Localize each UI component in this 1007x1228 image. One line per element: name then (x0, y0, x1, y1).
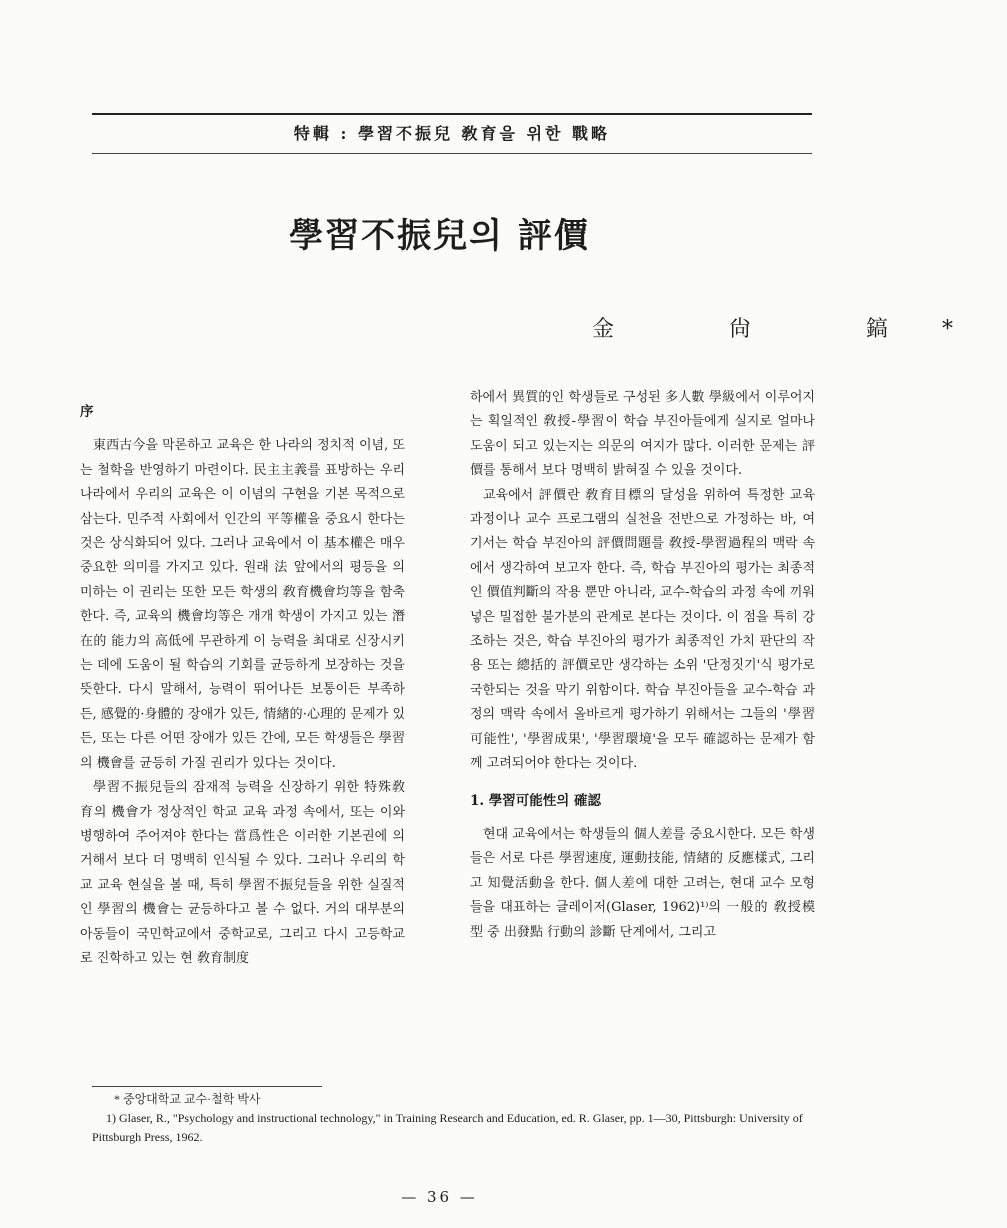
left-column (80, 400, 405, 971)
series-title: 特輯 : 學習不振兒 敎育을 위한 戰略 (293, 124, 611, 143)
body-paragraph: 東西古今을 막론하고 교육은 한 나라의 정치적 이념, 또는 철학을 반영하기 마련이다. 民主主義를 표방하는 우리 나라에서 우리의 교육은 이 이념의 구현을 기본 목적으로 삼는다. 민주적 사회에서 인간의 平等權을 중요시 한다는 것은 상식화되어 있다. 그러나 교육에서 이 基本權은 매우 중요한 의미를 가지고 있다. 원래 法 앞에서의 평등을 의미하는 이 권리는 또한 모든 학생의 敎育機會均等을 함축한다. 즉, 교육의 機會均等은 개개 학생이 가지고 있는 潛在的 能力의 高低에 무관하게 이 능력을 최대로 신장시키는 데에 도움이 될 학습의 기회를 균등하게 보장하는 것을 뜻한다. 다시 말해서, 능력이 뛰어나든 보통이든 부족하든, 感覺的·身體的 장애가 있든, 情緖的·心理的 문제가 있든, 또는 다른 어떤 장애가 있든 간에, 모든 학생들은 學習의 機會를 균등히 가질 권리가 있다는 것이다. (80, 438, 405, 771)
header-top-rule (92, 113, 812, 115)
body-paragraph: 현대 교육에서는 학생들의 個人差를 중요시한다. 모든 학생들은 서로 다른 學習速度, 運動技能, 情緖的 反應樣式, 그리고 知覺活動을 한다. 個人差에 대한 고려는, 현대 교수 모형들을 대표하는 글레이저(Glaser, 1962)¹⁾의 一般的 敎授模型 중 出發點 行動의 診斷 단계에서, 그리고 (470, 826, 815, 940)
footnote-rule (92, 1086, 322, 1087)
article-title: 學習不振兒의 評價 (289, 216, 590, 256)
body-paragraph: 學習不振兒들의 잠재적 능력을 신장하기 위한 特殊敎育의 機會가 정상적인 학교 교육 과정 속에서, 또는 이와 병행하여 주어져야 한다는 當爲性은 이러한 기본권에 의거해서 보다 더 명백히 인식될 수 있다. 그러나 우리의 학교 교육 현실을 볼 때, 특히 學習不振兒들을 위한 실질적인 學習의 機會는 균등하다고 볼 수 없다. 거의 대부분의 아동들이 국민학교에서 중학교로, 그리고 다시 고등학교로 진학하고 있는 현 敎育制度 (80, 780, 405, 966)
section-heading-1: 1. 學習可能性의 確認 (470, 792, 602, 809)
series-header (92, 113, 812, 154)
body-paragraph: 하에서 異質的인 학생들로 구성된 多人數 學級에서 이루어지는 획일적인 敎授-學習이 학습 부진아들에게 실지로 얼마나 도움이 되고 있는지는 의문의 여지가 많다. 이러한 문제는 評價를 통해서 보다 명백히 밝혀질 수 있을 것이다. (470, 390, 815, 479)
article-author: 金 尙 鎬* (592, 317, 1007, 342)
right-column (470, 386, 815, 945)
footnote-reference: 1) Glaser, R., "Psychology and instructional technology," in Training Research and Education, ed. R. Glaser, pp. 1—30, Pittsburgh: University of Pittsburgh Press, 1962. (92, 1111, 803, 1144)
header-bottom-rule (92, 153, 812, 154)
page-number: — 36 — (401, 1188, 478, 1206)
footnote-author: * 중앙대학교 교수·철학 박사 (114, 1092, 261, 1106)
body-paragraph: 교육에서 評價란 敎育目標의 달성을 위하여 특정한 교육 과정이나 교수 프로그램의 실천을 전반으로 가정하는 바, 여기서는 학습 부진아의 評價問題를 敎授-學習過程의 맥락 속에서 생각하여 보고자 한다. 즉, 학습 부진아의 평가는 최종적인 價值判斷의 작용 뿐만 아니라, 교수-학습의 과정 속에 끼워 넣은 밀접한 불가분의 관계로 본다는 것이다. 이 점을 특히 강조하는 것은, 학습 부진아의 평가가 최종적인 가치 판단의 작용 또는 總括的 評價로만 생각하는 소위 '단정짓기'식 평가로 국한되는 것을 막기 위함이다. 학습 부진아들을 교수-학습 과정의 맥락 속에서 올바르게 평가하기 위해서는 그들의 '學習可能性', '學習成果', '學習環境'을 모두 確認하는 문제가 함께 고려되어야 한다는 것이다. (470, 487, 815, 772)
footnotes (92, 1090, 817, 1147)
section-heading-intro: 序 (80, 404, 94, 420)
